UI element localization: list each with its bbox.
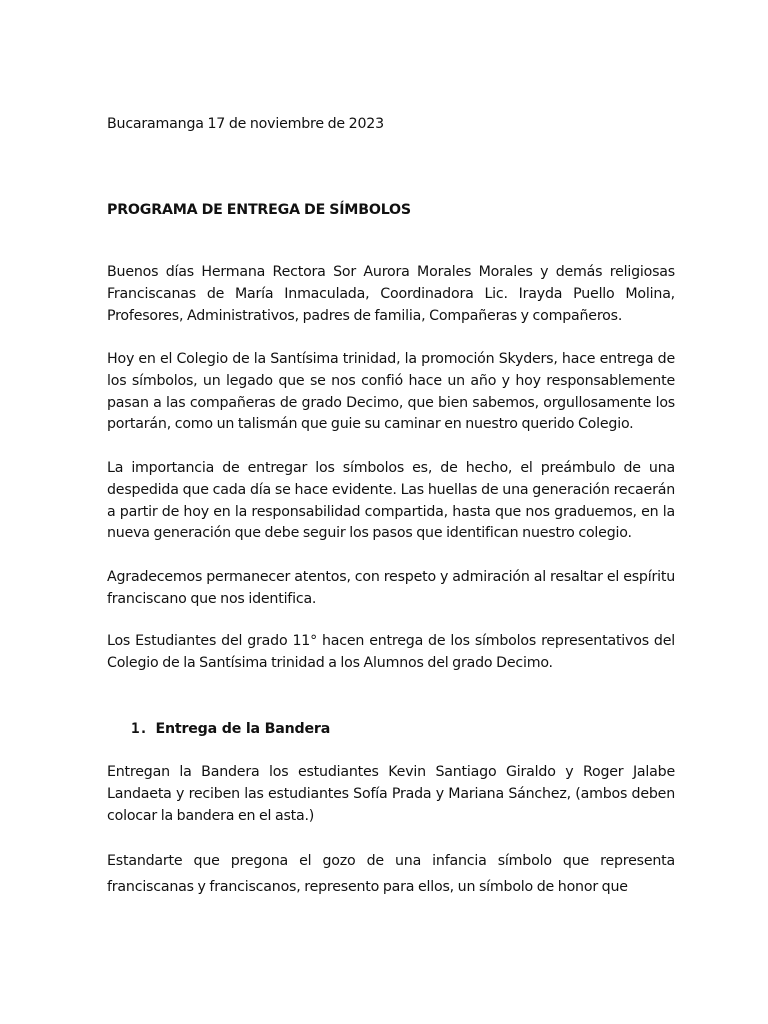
paragraph-delivery: Los Estudiantes del grado 11° hacen entrega de los símbolos representativos del Colegio de la Santísima trinidad a los Alumnos del grado Decimo.	[107, 633, 675, 671]
paragraph-gratitude: Agradecemos permanecer atentos, con respeto y admiración al resaltar el espíritu franciscano que nos identifica.	[107, 569, 675, 607]
section-heading-label: Entrega de la Bandera	[155, 721, 331, 737]
section-number: 1.	[131, 721, 148, 737]
date-line: Bucaramanga 17 de noviembre de 2023	[107, 116, 384, 132]
document-title: PROGRAMA DE ENTREGA DE SÍMBOLOS	[107, 202, 411, 218]
paragraph-flag-delivery: Entregan la Bandera los estudiantes Kevin Santiago Giraldo y Roger Jalabe Landaeta y reciben las estudiantes Sofía Prada y Mariana Sánchez, (ambos deben colocar la bandera en el asta.)	[107, 764, 675, 824]
paragraph-greeting: Buenos días Hermana Rectora Sor Aurora Morales Morales y demás religiosas Franciscanas de María Inmaculada, Coordinadora Lic. Irayda Puello Molina, Profesores, Administrativos, padres de familia, Compañeras y compañeros.	[107, 264, 675, 324]
paragraph-banner: Estandarte que pregona el gozo de una infancia símbolo que representa franciscanas y franciscanos, represento para ellos, un símbolo de honor que	[107, 853, 675, 895]
section-heading	[131, 719, 330, 741]
paragraph-importance: La importancia de entregar los símbolos es, de hecho, el preámbulo de una despedida que cada día se hace evidente. Las huellas de una generación recaerán a partir de hoy en la responsabilidad compartida, hasta que nos graduemos, en la nueva generación que debe seguir los pasos que identifican nuestro colegio.	[107, 460, 675, 542]
paragraph-introduction: Hoy en el Colegio de la Santísima trinidad, la promoción Skyders, hace entrega de los símbolos, un legado que se nos confió hace un año y hoy responsablemente pasan a las compañeras de grado Decimo, que bien sabemos, orgullosamente los portarán, como un talismán que guie su caminar en nuestro querido Colegio.	[107, 351, 675, 433]
